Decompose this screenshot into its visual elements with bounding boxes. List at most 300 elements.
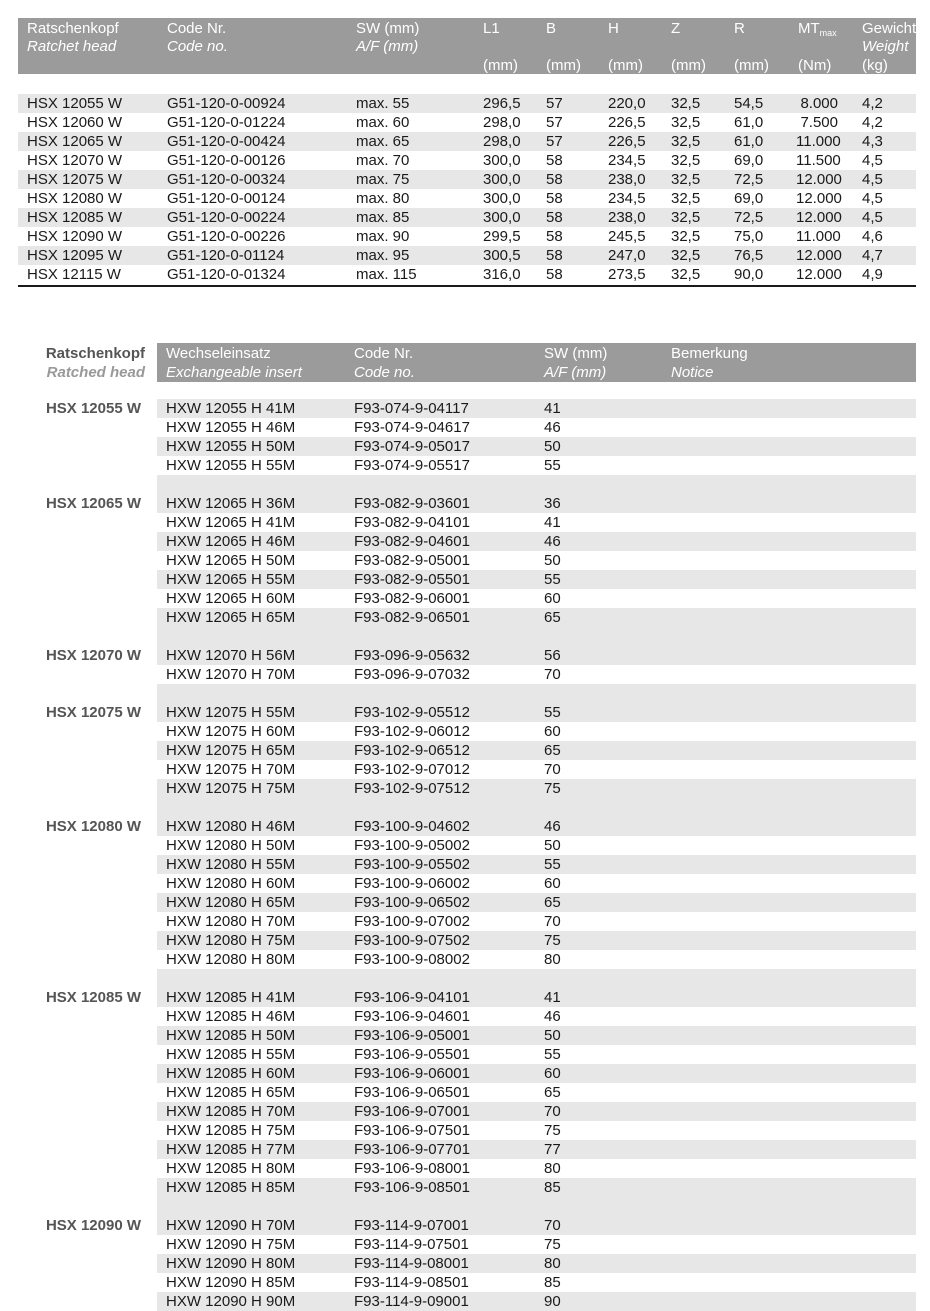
cell-exchangeable-insert: HXW 12090 H 90M xyxy=(166,1293,296,1310)
cell-exchangeable-insert: HXW 12065 H 60M xyxy=(166,590,296,607)
cell-code-no: F93-114-9-08501 xyxy=(354,1274,469,1291)
cell-code-no: F93-106-9-07701 xyxy=(354,1141,470,1158)
header-h: H xyxy=(608,20,619,37)
cell-sw: 55 xyxy=(544,856,561,873)
cell-h: 226,5 xyxy=(608,114,646,131)
cell-sw: max. 65 xyxy=(356,133,410,150)
table-row xyxy=(18,246,916,265)
cell-weight: 4,6 xyxy=(862,228,883,245)
cell-code-no: G51-120-0-00226 xyxy=(167,228,286,245)
table-row xyxy=(18,265,916,284)
table-row xyxy=(157,760,916,779)
header-sw-de: SW (mm) xyxy=(356,20,420,37)
cell-weight: 4,5 xyxy=(862,190,883,207)
cell-exchangeable-insert: HXW 12070 H 56M xyxy=(166,647,296,664)
table-row xyxy=(157,1026,916,1045)
cell-exchangeable-insert: HXW 12085 H 85M xyxy=(166,1179,296,1196)
table-row xyxy=(157,950,916,969)
insert-group xyxy=(18,703,916,798)
cell-exchangeable-insert: HXW 12070 H 70M xyxy=(166,666,296,683)
cell-sw: max. 70 xyxy=(356,152,410,169)
cell-exchangeable-insert: HXW 12085 H 75M xyxy=(166,1122,296,1139)
cell-ratchet-head: HSX 12070 W xyxy=(27,152,123,169)
cell-exchangeable-insert: HXW 12080 H 50M xyxy=(166,837,296,854)
cell-ratchet-head: HSX 12085 W xyxy=(27,209,123,226)
cell-sw: max. 90 xyxy=(356,228,410,245)
cell-b: 58 xyxy=(546,209,563,226)
cell-h: 247,0 xyxy=(608,247,646,264)
insert-table-header-bar xyxy=(157,343,916,382)
group-ratchet-head: HSX 12085 W xyxy=(45,989,141,1006)
cell-code-no: F93-074-9-05017 xyxy=(354,438,470,455)
group-separator xyxy=(157,969,916,988)
cell-b: 58 xyxy=(546,171,563,188)
cell-exchangeable-insert: HXW 12055 H 55M xyxy=(166,457,296,474)
cell-h: 238,0 xyxy=(608,171,646,188)
cell-code-no: F93-106-9-07501 xyxy=(354,1122,470,1139)
cell-ratchet-head: HSX 12095 W xyxy=(27,247,123,264)
cell-code-no: F93-114-9-07001 xyxy=(354,1217,469,1234)
header-mt-unit: (Nm) xyxy=(798,57,832,74)
ratchet-head-table-body xyxy=(18,94,916,287)
table-row xyxy=(157,1235,916,1254)
cell-sw: 60 xyxy=(544,875,561,892)
cell-sw: 70 xyxy=(544,913,561,930)
table-row xyxy=(157,399,916,418)
header-sw-en: A/F (mm) xyxy=(356,38,419,55)
header-b-unit: (mm) xyxy=(546,57,581,74)
cell-exchangeable-insert: HXW 12080 H 65M xyxy=(166,894,296,911)
cell-exchangeable-insert: HXW 12075 H 70M xyxy=(166,761,296,778)
cell-weight: 4,9 xyxy=(862,266,883,283)
cell-ratchet-head: HSX 12065 W xyxy=(27,133,123,150)
insert-group xyxy=(18,494,916,627)
cell-code-no: F93-074-9-04617 xyxy=(354,419,470,436)
cell-mt-max: 12.000 xyxy=(796,171,842,188)
cell-b: 57 xyxy=(546,114,563,131)
header-mt-label: MT xyxy=(798,20,820,37)
cell-l1: 300,0 xyxy=(483,171,521,188)
cell-b: 58 xyxy=(546,266,563,283)
insert-group xyxy=(18,646,916,684)
cell-weight: 4,7 xyxy=(862,247,883,264)
cell-l1: 300,0 xyxy=(483,190,521,207)
cell-r: 76,5 xyxy=(734,247,764,264)
cell-sw: 70 xyxy=(544,1103,561,1120)
table-row xyxy=(157,931,916,950)
cell-sw: 80 xyxy=(544,1160,561,1177)
cell-code-no: F93-102-9-06012 xyxy=(354,723,470,740)
cell-sw: 77 xyxy=(544,1141,561,1158)
cell-code-no: G51-120-0-00224 xyxy=(167,209,286,226)
cell-exchangeable-insert: HXW 12065 H 36M xyxy=(166,495,296,512)
table-row xyxy=(157,551,916,570)
group-separator xyxy=(157,1197,916,1216)
cell-code-no: F93-106-9-04601 xyxy=(354,1008,470,1025)
cell-ratchet-head: HSX 12080 W xyxy=(27,190,123,207)
cell-sw: 36 xyxy=(544,495,561,512)
table-row xyxy=(157,817,916,836)
cell-l1: 298,0 xyxy=(483,133,521,150)
cell-l1: 299,5 xyxy=(483,228,521,245)
cell-weight: 4,3 xyxy=(862,133,883,150)
cell-exchangeable-insert: HXW 12080 H 70M xyxy=(166,913,296,930)
header2-note-en: Notice xyxy=(671,364,714,381)
table-row xyxy=(157,741,916,760)
header2-ratchet-en: Ratched head xyxy=(46,364,145,381)
table-row xyxy=(18,132,916,151)
cell-mt-max: 11.500 xyxy=(796,152,841,169)
cell-weight: 4,5 xyxy=(862,171,883,188)
cell-code-no: F93-096-9-05632 xyxy=(354,647,470,664)
cell-code-no: G51-120-0-01324 xyxy=(167,266,286,283)
cell-l1: 316,0 xyxy=(483,266,521,283)
cell-exchangeable-insert: HXW 12065 H 55M xyxy=(166,571,296,588)
cell-z: 32,5 xyxy=(671,152,701,169)
insert-group xyxy=(18,817,916,969)
cell-code-no: F93-100-9-06002 xyxy=(354,875,470,892)
cell-b: 57 xyxy=(546,95,563,112)
insert-table-body xyxy=(18,399,916,1311)
table-row xyxy=(18,151,916,170)
cell-exchangeable-insert: HXW 12080 H 60M xyxy=(166,875,296,892)
cell-exchangeable-insert: HXW 12085 H 77M xyxy=(166,1141,296,1158)
cell-sw: 80 xyxy=(544,1255,561,1272)
cell-sw: 75 xyxy=(544,1122,561,1139)
cell-exchangeable-insert: HXW 12085 H 50M xyxy=(166,1027,296,1044)
table-row xyxy=(18,113,916,132)
table-row xyxy=(157,1178,916,1197)
cell-code-no: F93-106-9-06001 xyxy=(354,1065,470,1082)
group-separator xyxy=(157,475,916,494)
insert-group xyxy=(18,1216,916,1311)
cell-sw: max. 95 xyxy=(356,247,410,264)
cell-sw: 80 xyxy=(544,951,561,968)
group-separator xyxy=(157,627,916,646)
cell-code-no: G51-120-0-00924 xyxy=(167,95,286,112)
cell-r: 61,0 xyxy=(734,133,764,150)
header-z: Z xyxy=(671,20,681,37)
header-mt xyxy=(798,19,837,43)
cell-code-no: F93-100-9-05502 xyxy=(354,856,470,873)
cell-mt-max: 12.000 xyxy=(796,247,842,264)
cell-l1: 300,0 xyxy=(483,152,521,169)
table-row xyxy=(157,1102,916,1121)
cell-code-no: F93-102-9-07512 xyxy=(354,780,470,797)
cell-sw: 50 xyxy=(544,552,561,569)
cell-code-no: F93-106-9-05501 xyxy=(354,1046,470,1063)
cell-exchangeable-insert: HXW 12090 H 80M xyxy=(166,1255,296,1272)
cell-code-no: F93-106-9-04101 xyxy=(354,989,470,1006)
cell-code-no: F93-114-9-07501 xyxy=(354,1236,469,1253)
cell-sw: 60 xyxy=(544,723,561,740)
cell-sw: 75 xyxy=(544,780,561,797)
table-row xyxy=(157,513,916,532)
cell-h: 234,5 xyxy=(608,152,646,169)
cell-weight: 4,2 xyxy=(862,95,883,112)
cell-sw: 55 xyxy=(544,704,561,721)
cell-sw: 46 xyxy=(544,1008,561,1025)
cell-exchangeable-insert: HXW 12075 H 75M xyxy=(166,780,296,797)
cell-exchangeable-insert: HXW 12055 H 50M xyxy=(166,438,296,455)
cell-sw: 60 xyxy=(544,590,561,607)
cell-exchangeable-insert: HXW 12065 H 41M xyxy=(166,514,296,531)
group-separator xyxy=(157,798,916,817)
cell-ratchet-head: HSX 12060 W xyxy=(27,114,123,131)
cell-exchangeable-insert: HXW 12065 H 50M xyxy=(166,552,296,569)
table-row xyxy=(157,1292,916,1311)
cell-sw: 55 xyxy=(544,571,561,588)
group-ratchet-head: HSX 12070 W xyxy=(45,647,141,664)
header-ratchet-en: Ratchet head xyxy=(27,38,117,55)
cell-exchangeable-insert: HXW 12075 H 60M xyxy=(166,723,296,740)
cell-sw: 56 xyxy=(544,647,561,664)
cell-ratchet-head: HSX 12075 W xyxy=(27,171,123,188)
cell-b: 58 xyxy=(546,152,563,169)
cell-code-no: F93-100-9-06502 xyxy=(354,894,470,911)
table-row xyxy=(157,418,916,437)
cell-l1: 296,5 xyxy=(483,95,521,112)
table-row xyxy=(18,170,916,189)
table-row xyxy=(157,570,916,589)
cell-code-no: G51-120-0-00124 xyxy=(167,190,286,207)
header-l1-unit: (mm) xyxy=(483,57,518,74)
cell-ratchet-head: HSX 12055 W xyxy=(27,95,123,112)
cell-sw: 85 xyxy=(544,1274,561,1291)
insert-group xyxy=(18,988,916,1197)
cell-code-no: F93-114-9-08001 xyxy=(354,1255,469,1272)
cell-weight: 4,5 xyxy=(862,209,883,226)
table-row xyxy=(157,1045,916,1064)
table-row xyxy=(157,1007,916,1026)
cell-mt-max: 11.000 xyxy=(796,228,841,245)
cell-r: 61,0 xyxy=(734,114,764,131)
cell-sw: 50 xyxy=(544,837,561,854)
group-ratchet-head: HSX 12080 W xyxy=(45,818,141,835)
table-row xyxy=(157,494,916,513)
cell-code-no: F93-100-9-07002 xyxy=(354,913,470,930)
cell-exchangeable-insert: HXW 12085 H 70M xyxy=(166,1103,296,1120)
header-code-de: Code Nr. xyxy=(167,20,227,37)
cell-code-no: F93-082-9-03601 xyxy=(354,495,470,512)
cell-sw: 46 xyxy=(544,818,561,835)
table-row xyxy=(157,1273,916,1292)
cell-code-no: F93-106-9-06501 xyxy=(354,1084,470,1101)
header-code-en: Code no. xyxy=(167,38,228,55)
cell-code-no: G51-120-0-00126 xyxy=(167,152,286,169)
cell-h: 245,5 xyxy=(608,228,646,245)
cell-l1: 298,0 xyxy=(483,114,521,131)
cell-sw: 75 xyxy=(544,1236,561,1253)
cell-sw: 85 xyxy=(544,1179,561,1196)
cell-h: 234,5 xyxy=(608,190,646,207)
cell-exchangeable-insert: HXW 12065 H 65M xyxy=(166,609,296,626)
ratchet-head-table xyxy=(18,18,916,287)
cell-exchangeable-insert: HXW 12090 H 70M xyxy=(166,1217,296,1234)
cell-mt-max: 11.000 xyxy=(796,133,841,150)
cell-exchangeable-insert: HXW 12085 H 80M xyxy=(166,1160,296,1177)
cell-b: 58 xyxy=(546,190,563,207)
cell-exchangeable-insert: HXW 12080 H 80M xyxy=(166,951,296,968)
header-z-unit: (mm) xyxy=(671,57,706,74)
cell-code-no: F93-082-9-04601 xyxy=(354,533,470,550)
table-row xyxy=(157,1159,916,1178)
cell-code-no: F93-082-9-06501 xyxy=(354,609,470,626)
cell-code-no: F93-114-9-09001 xyxy=(354,1293,469,1310)
table-row xyxy=(157,1064,916,1083)
cell-h: 226,5 xyxy=(608,133,646,150)
header2-code-en: Code no. xyxy=(354,364,415,381)
cell-r: 54,5 xyxy=(734,95,764,112)
cell-exchangeable-insert: HXW 12085 H 60M xyxy=(166,1065,296,1082)
cell-code-no: F93-106-9-05001 xyxy=(354,1027,470,1044)
cell-sw: max. 55 xyxy=(356,95,410,112)
cell-code-no: G51-120-0-00324 xyxy=(167,171,286,188)
cell-sw: 65 xyxy=(544,742,561,759)
cell-z: 32,5 xyxy=(671,228,701,245)
table-row xyxy=(18,189,916,208)
cell-l1: 300,0 xyxy=(483,209,521,226)
header-h-unit: (mm) xyxy=(608,57,643,74)
cell-exchangeable-insert: HXW 12055 H 41M xyxy=(166,400,296,417)
cell-sw: max. 85 xyxy=(356,209,410,226)
cell-code-no: G51-120-0-01124 xyxy=(167,247,285,264)
cell-r: 69,0 xyxy=(734,152,764,169)
cell-sw: 55 xyxy=(544,457,561,474)
cell-mt-max: 12.000 xyxy=(796,190,842,207)
cell-h: 273,5 xyxy=(608,266,646,283)
table-row xyxy=(157,646,916,665)
cell-weight: 4,5 xyxy=(862,152,883,169)
cell-b: 57 xyxy=(546,133,563,150)
cell-code-no: F93-106-9-08501 xyxy=(354,1179,470,1196)
table-row xyxy=(157,836,916,855)
table-row xyxy=(157,1083,916,1102)
insert-table-header xyxy=(18,343,916,382)
table-row xyxy=(157,589,916,608)
cell-code-no: F93-082-9-06001 xyxy=(354,590,470,607)
table-row xyxy=(157,855,916,874)
table-row xyxy=(157,874,916,893)
cell-exchangeable-insert: HXW 12085 H 55M xyxy=(166,1046,296,1063)
cell-sw: 60 xyxy=(544,1065,561,1082)
table-row xyxy=(18,94,916,113)
header2-code-de: Code Nr. xyxy=(354,345,414,362)
cell-sw: max. 60 xyxy=(356,114,410,131)
cell-z: 32,5 xyxy=(671,266,701,283)
cell-mt-max: 8.000 xyxy=(800,95,838,112)
header-ratchet-de: Ratschenkopf xyxy=(27,20,119,37)
table-row xyxy=(157,1121,916,1140)
cell-code-no: F93-100-9-07502 xyxy=(354,932,470,949)
cell-z: 32,5 xyxy=(671,114,701,131)
cell-exchangeable-insert: HXW 12075 H 55M xyxy=(166,704,296,721)
cell-code-no: F93-102-9-06512 xyxy=(354,742,470,759)
cell-code-no: F93-106-9-07001 xyxy=(354,1103,470,1120)
cell-sw: max. 115 xyxy=(356,266,417,283)
cell-sw: max. 75 xyxy=(356,171,410,188)
cell-code-no: G51-120-0-01224 xyxy=(167,114,286,131)
table-row xyxy=(157,456,916,475)
cell-exchangeable-insert: HXW 12085 H 41M xyxy=(166,989,296,1006)
cell-code-no: F93-100-9-04602 xyxy=(354,818,470,835)
cell-z: 32,5 xyxy=(671,171,701,188)
table-row xyxy=(157,1254,916,1273)
cell-sw: 41 xyxy=(544,514,561,531)
cell-b: 58 xyxy=(546,228,563,245)
cell-sw: 90 xyxy=(544,1293,561,1310)
cell-mt-max: 7.500 xyxy=(800,114,838,131)
cell-sw: max. 80 xyxy=(356,190,410,207)
cell-sw: 50 xyxy=(544,1027,561,1044)
cell-code-no: F93-082-9-05001 xyxy=(354,552,470,569)
cell-weight: 4,2 xyxy=(862,114,883,131)
cell-r: 90,0 xyxy=(734,266,764,283)
cell-exchangeable-insert: HXW 12065 H 46M xyxy=(166,533,296,550)
header2-ratchet-de: Ratschenkopf xyxy=(45,345,145,362)
cell-h: 220,0 xyxy=(608,95,646,112)
cell-ratchet-head: HSX 12090 W xyxy=(27,228,123,245)
cell-exchangeable-insert: HXW 12080 H 46M xyxy=(166,818,296,835)
cell-sw: 50 xyxy=(544,438,561,455)
table-row xyxy=(157,1140,916,1159)
header-b: B xyxy=(546,20,557,37)
cell-sw: 65 xyxy=(544,894,561,911)
cell-mt-max: 12.000 xyxy=(796,209,842,226)
cell-sw: 46 xyxy=(544,419,561,436)
table-row xyxy=(157,779,916,798)
cell-code-no: F93-102-9-07012 xyxy=(354,761,470,778)
cell-mt-max: 12.000 xyxy=(796,266,842,283)
cell-z: 32,5 xyxy=(671,95,701,112)
header-mt-sub: max xyxy=(819,28,837,38)
cell-exchangeable-insert: HXW 12075 H 65M xyxy=(166,742,296,759)
header-weight-unit: (kg) xyxy=(862,57,888,74)
cell-l1: 300,5 xyxy=(483,247,521,264)
header-r: R xyxy=(734,20,745,37)
cell-code-no: F93-074-9-05517 xyxy=(354,457,470,474)
cell-sw: 75 xyxy=(544,932,561,949)
cell-exchangeable-insert: HXW 12085 H 46M xyxy=(166,1008,296,1025)
cell-sw: 46 xyxy=(544,533,561,550)
header2-note-de: Bemerkung xyxy=(671,345,748,362)
header2-sw-de: SW (mm) xyxy=(544,345,608,362)
cell-sw: 65 xyxy=(544,1084,561,1101)
cell-code-no: F93-100-9-08002 xyxy=(354,951,470,968)
group-separator xyxy=(157,684,916,703)
cell-r: 69,0 xyxy=(734,190,764,207)
cell-exchangeable-insert: HXW 12090 H 85M xyxy=(166,1274,296,1291)
insert-group xyxy=(18,399,916,475)
cell-exchangeable-insert: HXW 12080 H 75M xyxy=(166,932,296,949)
table-row xyxy=(157,608,916,627)
cell-exchangeable-insert: HXW 12055 H 46M xyxy=(166,419,296,436)
header-weight-de: Gewicht xyxy=(862,20,917,37)
group-ratchet-head: HSX 12065 W xyxy=(45,495,141,512)
cell-code-no: F93-074-9-04117 xyxy=(354,400,469,417)
table-row xyxy=(157,912,916,931)
header2-insert-en: Exchangeable insert xyxy=(166,364,302,381)
table-row xyxy=(157,437,916,456)
cell-z: 32,5 xyxy=(671,133,701,150)
table-row xyxy=(157,988,916,1007)
table-row xyxy=(157,665,916,684)
cell-exchangeable-insert: HXW 12085 H 65M xyxy=(166,1084,296,1101)
cell-b: 58 xyxy=(546,247,563,264)
header-r-unit: (mm) xyxy=(734,57,769,74)
cell-code-no: F93-082-9-04101 xyxy=(354,514,470,531)
ratchet-head-table-header xyxy=(18,18,916,74)
